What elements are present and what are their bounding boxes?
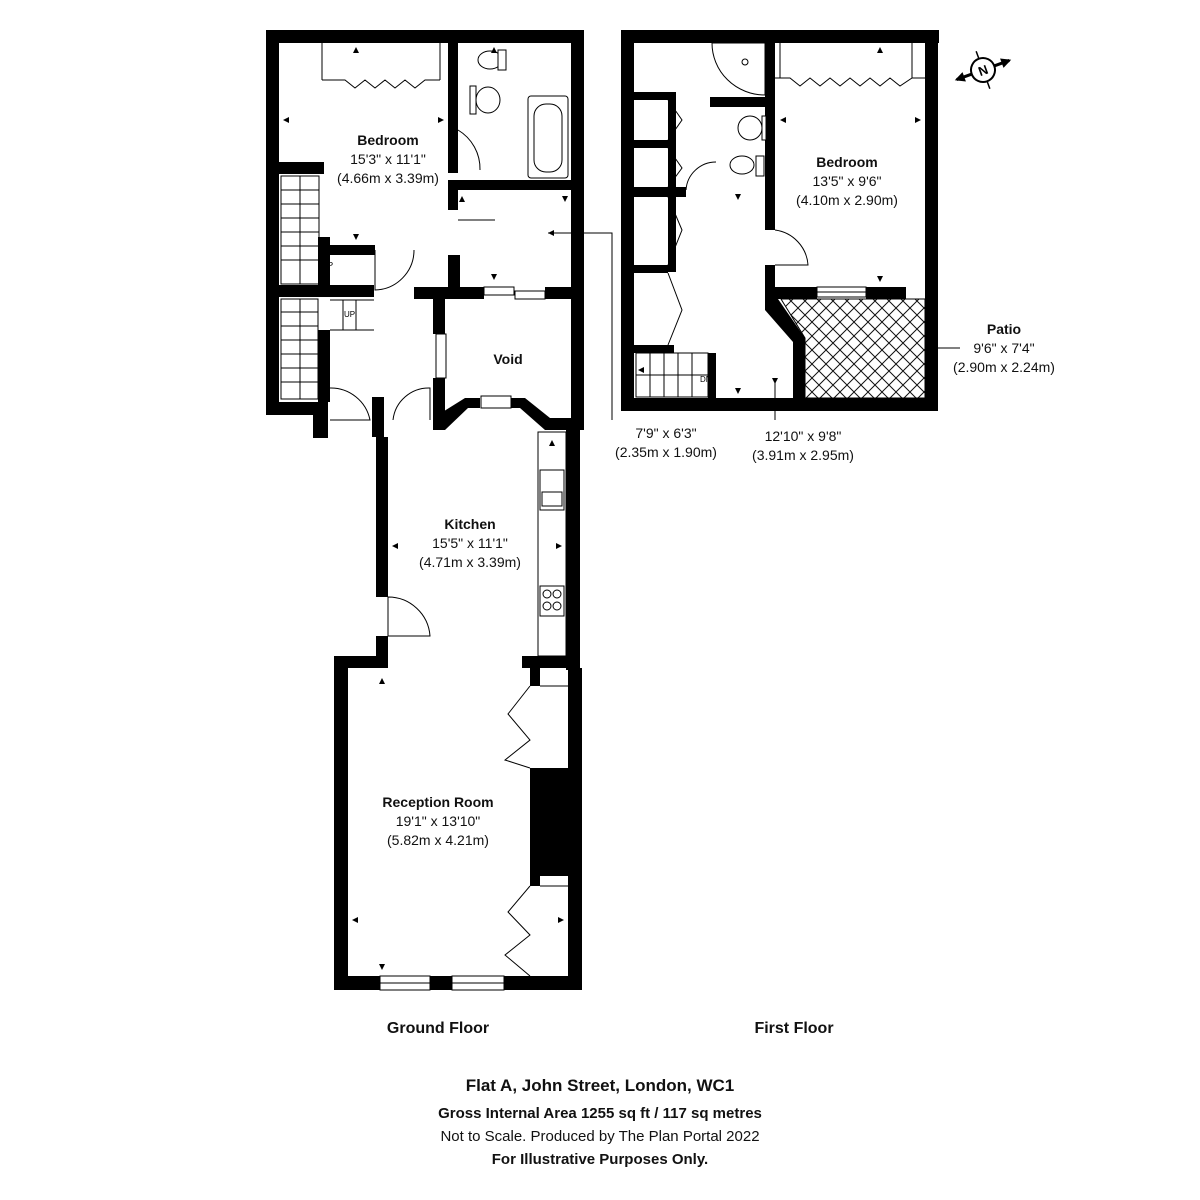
wall bbox=[805, 398, 938, 411]
room-metric: (2.35m x 1.90m) bbox=[615, 444, 717, 460]
footer-disclaimer: For Illustrative Purposes Only. bbox=[491, 1151, 709, 1168]
door-swing bbox=[375, 250, 414, 290]
door-swing bbox=[775, 230, 808, 265]
footer-note: Not to Scale. Produced by The Plan Portal 2022 bbox=[440, 1128, 760, 1145]
room-label-ff-bedroom bbox=[796, 153, 898, 210]
wall bbox=[621, 30, 939, 43]
room-metric: (3.91m x 2.95m) bbox=[752, 447, 854, 463]
room-label-gf-bedroom bbox=[337, 131, 439, 188]
wall bbox=[634, 92, 668, 100]
room-metric: (4.71m x 3.39m) bbox=[419, 554, 521, 570]
wall bbox=[266, 30, 584, 43]
wall bbox=[279, 162, 324, 174]
wardrobe bbox=[322, 80, 440, 88]
room-imperial: 7'9" x 6'3" bbox=[635, 425, 697, 441]
wardrobe bbox=[505, 886, 530, 976]
window bbox=[436, 334, 446, 378]
room-label-kitchen bbox=[419, 515, 521, 572]
wall bbox=[530, 668, 540, 686]
wall bbox=[634, 345, 674, 353]
wall bbox=[634, 265, 668, 273]
wall bbox=[925, 296, 938, 411]
stair-up-label: UP bbox=[322, 261, 334, 270]
room-name: Reception Room bbox=[382, 794, 494, 810]
door-swing bbox=[686, 162, 716, 190]
wall bbox=[266, 30, 279, 415]
room-name: Bedroom bbox=[357, 132, 419, 148]
wall bbox=[621, 398, 805, 411]
wall bbox=[313, 402, 328, 438]
window bbox=[484, 287, 514, 295]
wall bbox=[458, 180, 571, 190]
ground-floor-bathroom-fixtures bbox=[470, 50, 568, 178]
ground-floor-windows bbox=[380, 287, 545, 990]
room-metric: (4.10m x 2.90m) bbox=[796, 192, 898, 208]
room-imperial: 15'3" x 11'1" bbox=[350, 151, 426, 167]
wall bbox=[414, 287, 484, 299]
wall bbox=[433, 292, 445, 334]
wall bbox=[545, 287, 575, 299]
wall bbox=[530, 876, 540, 886]
room-label-void bbox=[493, 350, 522, 369]
window bbox=[481, 396, 511, 408]
wardrobe bbox=[505, 686, 530, 768]
sink bbox=[738, 116, 762, 140]
room-imperial: 12'10" x 9'8" bbox=[764, 428, 842, 444]
door-swing bbox=[458, 130, 480, 170]
wall bbox=[765, 287, 817, 299]
compass-letter: N bbox=[976, 61, 991, 80]
wardrobe bbox=[775, 78, 925, 86]
wall bbox=[372, 397, 384, 437]
wall bbox=[334, 656, 348, 990]
room-label-reception bbox=[382, 793, 493, 850]
room-name: Kitchen bbox=[444, 516, 496, 532]
room-imperial: 19'1" x 13'10" bbox=[395, 813, 481, 829]
wall bbox=[510, 398, 575, 430]
footer-address: Flat A, John Street, London, WC1 bbox=[465, 1076, 735, 1095]
floor-label-ground: Ground Floor bbox=[386, 1020, 490, 1037]
wall bbox=[634, 187, 686, 197]
hob bbox=[540, 586, 564, 616]
wall bbox=[448, 180, 458, 210]
floor-label-first: First Floor bbox=[754, 1020, 834, 1037]
wall bbox=[448, 43, 458, 173]
wall bbox=[330, 245, 375, 255]
room-name: Void bbox=[493, 351, 523, 367]
wall bbox=[318, 330, 330, 402]
wall bbox=[621, 30, 634, 410]
room-name: Patio bbox=[986, 321, 1022, 337]
room-label-landing-large bbox=[752, 427, 854, 465]
wall bbox=[568, 668, 582, 990]
room-label-patio bbox=[953, 320, 1055, 377]
wall bbox=[376, 437, 388, 597]
window bbox=[515, 291, 545, 299]
compass-icon bbox=[948, 41, 1018, 99]
kitchen-units bbox=[538, 432, 566, 656]
door-swing bbox=[393, 388, 430, 420]
stair-up-label: UP bbox=[344, 310, 356, 319]
chimney-breast bbox=[530, 768, 570, 876]
worktop bbox=[538, 432, 566, 656]
room-metric: (4.66m x 3.39m) bbox=[337, 170, 439, 186]
door-swing bbox=[388, 597, 430, 636]
wall bbox=[566, 430, 580, 670]
room-metric: (5.82m x 4.21m) bbox=[387, 832, 489, 848]
shower bbox=[712, 43, 765, 95]
room-imperial: 13'5" x 9'6" bbox=[812, 173, 882, 189]
room-imperial: 15'5" x 11'1" bbox=[432, 535, 508, 551]
first-floor-windows bbox=[817, 287, 866, 297]
sink bbox=[476, 87, 500, 113]
room-imperial: 9'6" x 7'4" bbox=[973, 340, 1035, 356]
stair-down-label: DN bbox=[700, 375, 712, 384]
wall bbox=[710, 97, 765, 107]
door-swing bbox=[330, 388, 370, 420]
footer-area: Gross Internal Area 1255 sq ft / 117 sq metres bbox=[438, 1105, 762, 1122]
room-metric: (2.90m x 2.24m) bbox=[953, 359, 1055, 375]
wall bbox=[571, 30, 584, 430]
wall bbox=[925, 30, 938, 300]
wall bbox=[634, 140, 668, 148]
room-label-landing-small bbox=[615, 424, 717, 462]
room-name: Bedroom bbox=[816, 154, 878, 170]
toilet bbox=[730, 156, 754, 174]
wall bbox=[866, 287, 906, 299]
